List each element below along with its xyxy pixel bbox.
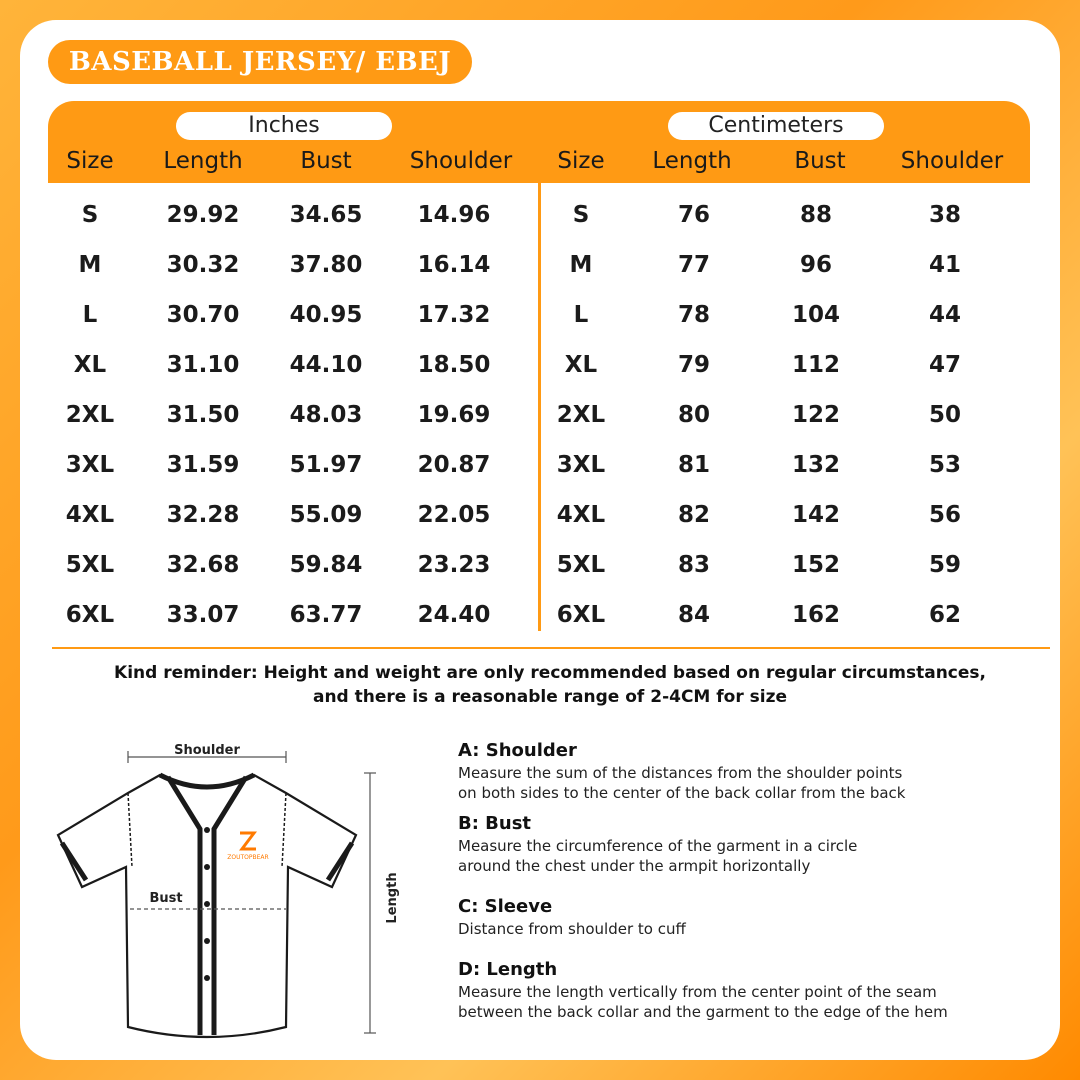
cell-cm-shoulder: 62 [928,602,962,628]
bust-label: Bust [149,891,183,906]
cell-cm-bust: 96 [799,252,833,278]
column-header-bust-cm: Bust [794,148,846,174]
cell-cm-bust: 142 [791,502,841,528]
reminder-line-2: and there is a reasonable range of 2-4CM for size [312,687,788,707]
cell-in-size: 5XL [65,552,115,578]
cell-cm-bust: 162 [791,602,841,628]
cell-cm-size: M [569,252,593,278]
cell-cm-bust: 88 [799,202,833,228]
reminder-line-1: Kind reminder: Height and weight are only recommended based on regular circumstances, [114,663,986,683]
centimeters-unit-label: Centimeters [668,112,884,140]
cell-in-size: L [82,302,98,328]
cell-cm-size: 4XL [556,502,606,528]
cell-cm-bust: 152 [791,552,841,578]
cell-in-shoulder: 16.14 [417,252,491,278]
cell-in-shoulder: 22.05 [417,502,491,528]
cell-in-bust: 48.03 [289,402,363,428]
cell-in-length: 30.70 [166,302,240,328]
cell-in-size: 3XL [65,452,115,478]
cell-in-shoulder: 23.23 [417,552,491,578]
cell-in-bust: 34.65 [289,202,363,228]
cell-cm-bust: 122 [791,402,841,428]
cell-cm-size: L [573,302,589,328]
cell-in-shoulder: 14.96 [417,202,491,228]
measure-title-length: D: Length [458,959,558,980]
column-header-size-cm: Size [557,148,605,174]
cell-cm-size: 2XL [556,402,606,428]
measure-title-sleeve: C: Sleeve [458,896,553,917]
cell-cm-size: XL [564,352,598,378]
measure-desc-length: Measure the length vertically from the center point of the seam between the back collar and the garment to the edge of the hem [458,983,948,1021]
cell-in-shoulder: 18.50 [417,352,491,378]
cell-cm-length: 82 [677,502,711,528]
cell-in-size: XL [73,352,107,378]
cell-in-length: 32.28 [166,502,240,528]
cell-in-length: 31.10 [166,352,240,378]
cell-in-length: 29.92 [166,202,240,228]
cell-cm-size: 5XL [556,552,606,578]
cell-cm-size: 6XL [556,602,606,628]
cell-cm-shoulder: 41 [928,252,962,278]
cell-in-size: 4XL [65,502,115,528]
cell-in-shoulder: 19.69 [417,402,491,428]
cell-cm-length: 79 [677,352,711,378]
column-header-bust-in: Bust [300,148,352,174]
cell-in-bust: 40.95 [289,302,363,328]
svg-text:ZOUTOPBEAR: ZOUTOPBEAR [227,854,269,861]
cell-in-length: 32.68 [166,552,240,578]
cell-cm-shoulder: 56 [928,502,962,528]
cell-in-size: M [78,252,102,278]
cell-in-shoulder: 17.32 [417,302,491,328]
column-header-length-in: Length [163,148,243,174]
cell-cm-length: 84 [677,602,711,628]
cell-in-bust: 55.09 [289,502,363,528]
cell-in-bust: 59.84 [289,552,363,578]
cell-cm-shoulder: 50 [928,402,962,428]
column-header-shoulder-in: Shoulder [409,148,513,174]
column-header-length-cm: Length [652,148,732,174]
cell-cm-size: S [572,202,590,228]
cell-in-size: 6XL [65,602,115,628]
cell-cm-shoulder: 38 [928,202,962,228]
cell-in-bust: 63.77 [289,602,363,628]
cell-cm-shoulder: 47 [928,352,962,378]
cell-cm-length: 83 [677,552,711,578]
cell-cm-bust: 104 [791,302,841,328]
cell-cm-length: 76 [677,202,711,228]
cell-cm-length: 78 [677,302,711,328]
cell-cm-shoulder: 53 [928,452,962,478]
cell-in-length: 33.07 [166,602,240,628]
unit-divider [538,183,541,631]
measure-title-bust: B: Bust [458,813,532,834]
kind-reminder [60,661,1040,709]
measure-desc-shoulder: Measure the sum of the distances from the shoulder points on both sides to the center of the back collar from the back [458,764,906,802]
cell-cm-shoulder: 44 [928,302,962,328]
cell-in-size: S [81,202,99,228]
length-label: Length [385,872,400,924]
cell-in-shoulder: 20.87 [417,452,491,478]
column-header-size-in: Size [66,148,114,174]
measure-desc-bust: Measure the circumference of the garment in a circle around the chest under the armpit horizontally [458,837,858,875]
cell-cm-length: 77 [677,252,711,278]
measure-title-shoulder: A: Shoulder [458,740,577,761]
section-divider [52,647,1050,649]
jersey-diagram [50,735,400,1045]
column-header-shoulder-cm: Shoulder [900,148,1004,174]
cell-in-bust: 51.97 [289,452,363,478]
cell-cm-size: 3XL [556,452,606,478]
cell-in-length: 31.59 [166,452,240,478]
shoulder-label: Shoulder [174,743,240,758]
measure-desc-sleeve: Distance from shoulder to cuff [458,920,686,938]
cell-in-shoulder: 24.40 [417,602,491,628]
inches-unit-label: Inches [176,112,392,140]
cell-in-length: 31.50 [166,402,240,428]
cell-in-bust: 37.80 [289,252,363,278]
cell-in-bust: 44.10 [289,352,363,378]
cell-cm-length: 81 [677,452,711,478]
cell-cm-bust: 112 [791,352,841,378]
cell-in-length: 30.32 [166,252,240,278]
page-title: BASEBALL JERSEY/ EBEJ [48,40,472,84]
cell-cm-shoulder: 59 [928,552,962,578]
cell-cm-bust: 132 [791,452,841,478]
cell-in-size: 2XL [65,402,115,428]
cell-cm-length: 80 [677,402,711,428]
